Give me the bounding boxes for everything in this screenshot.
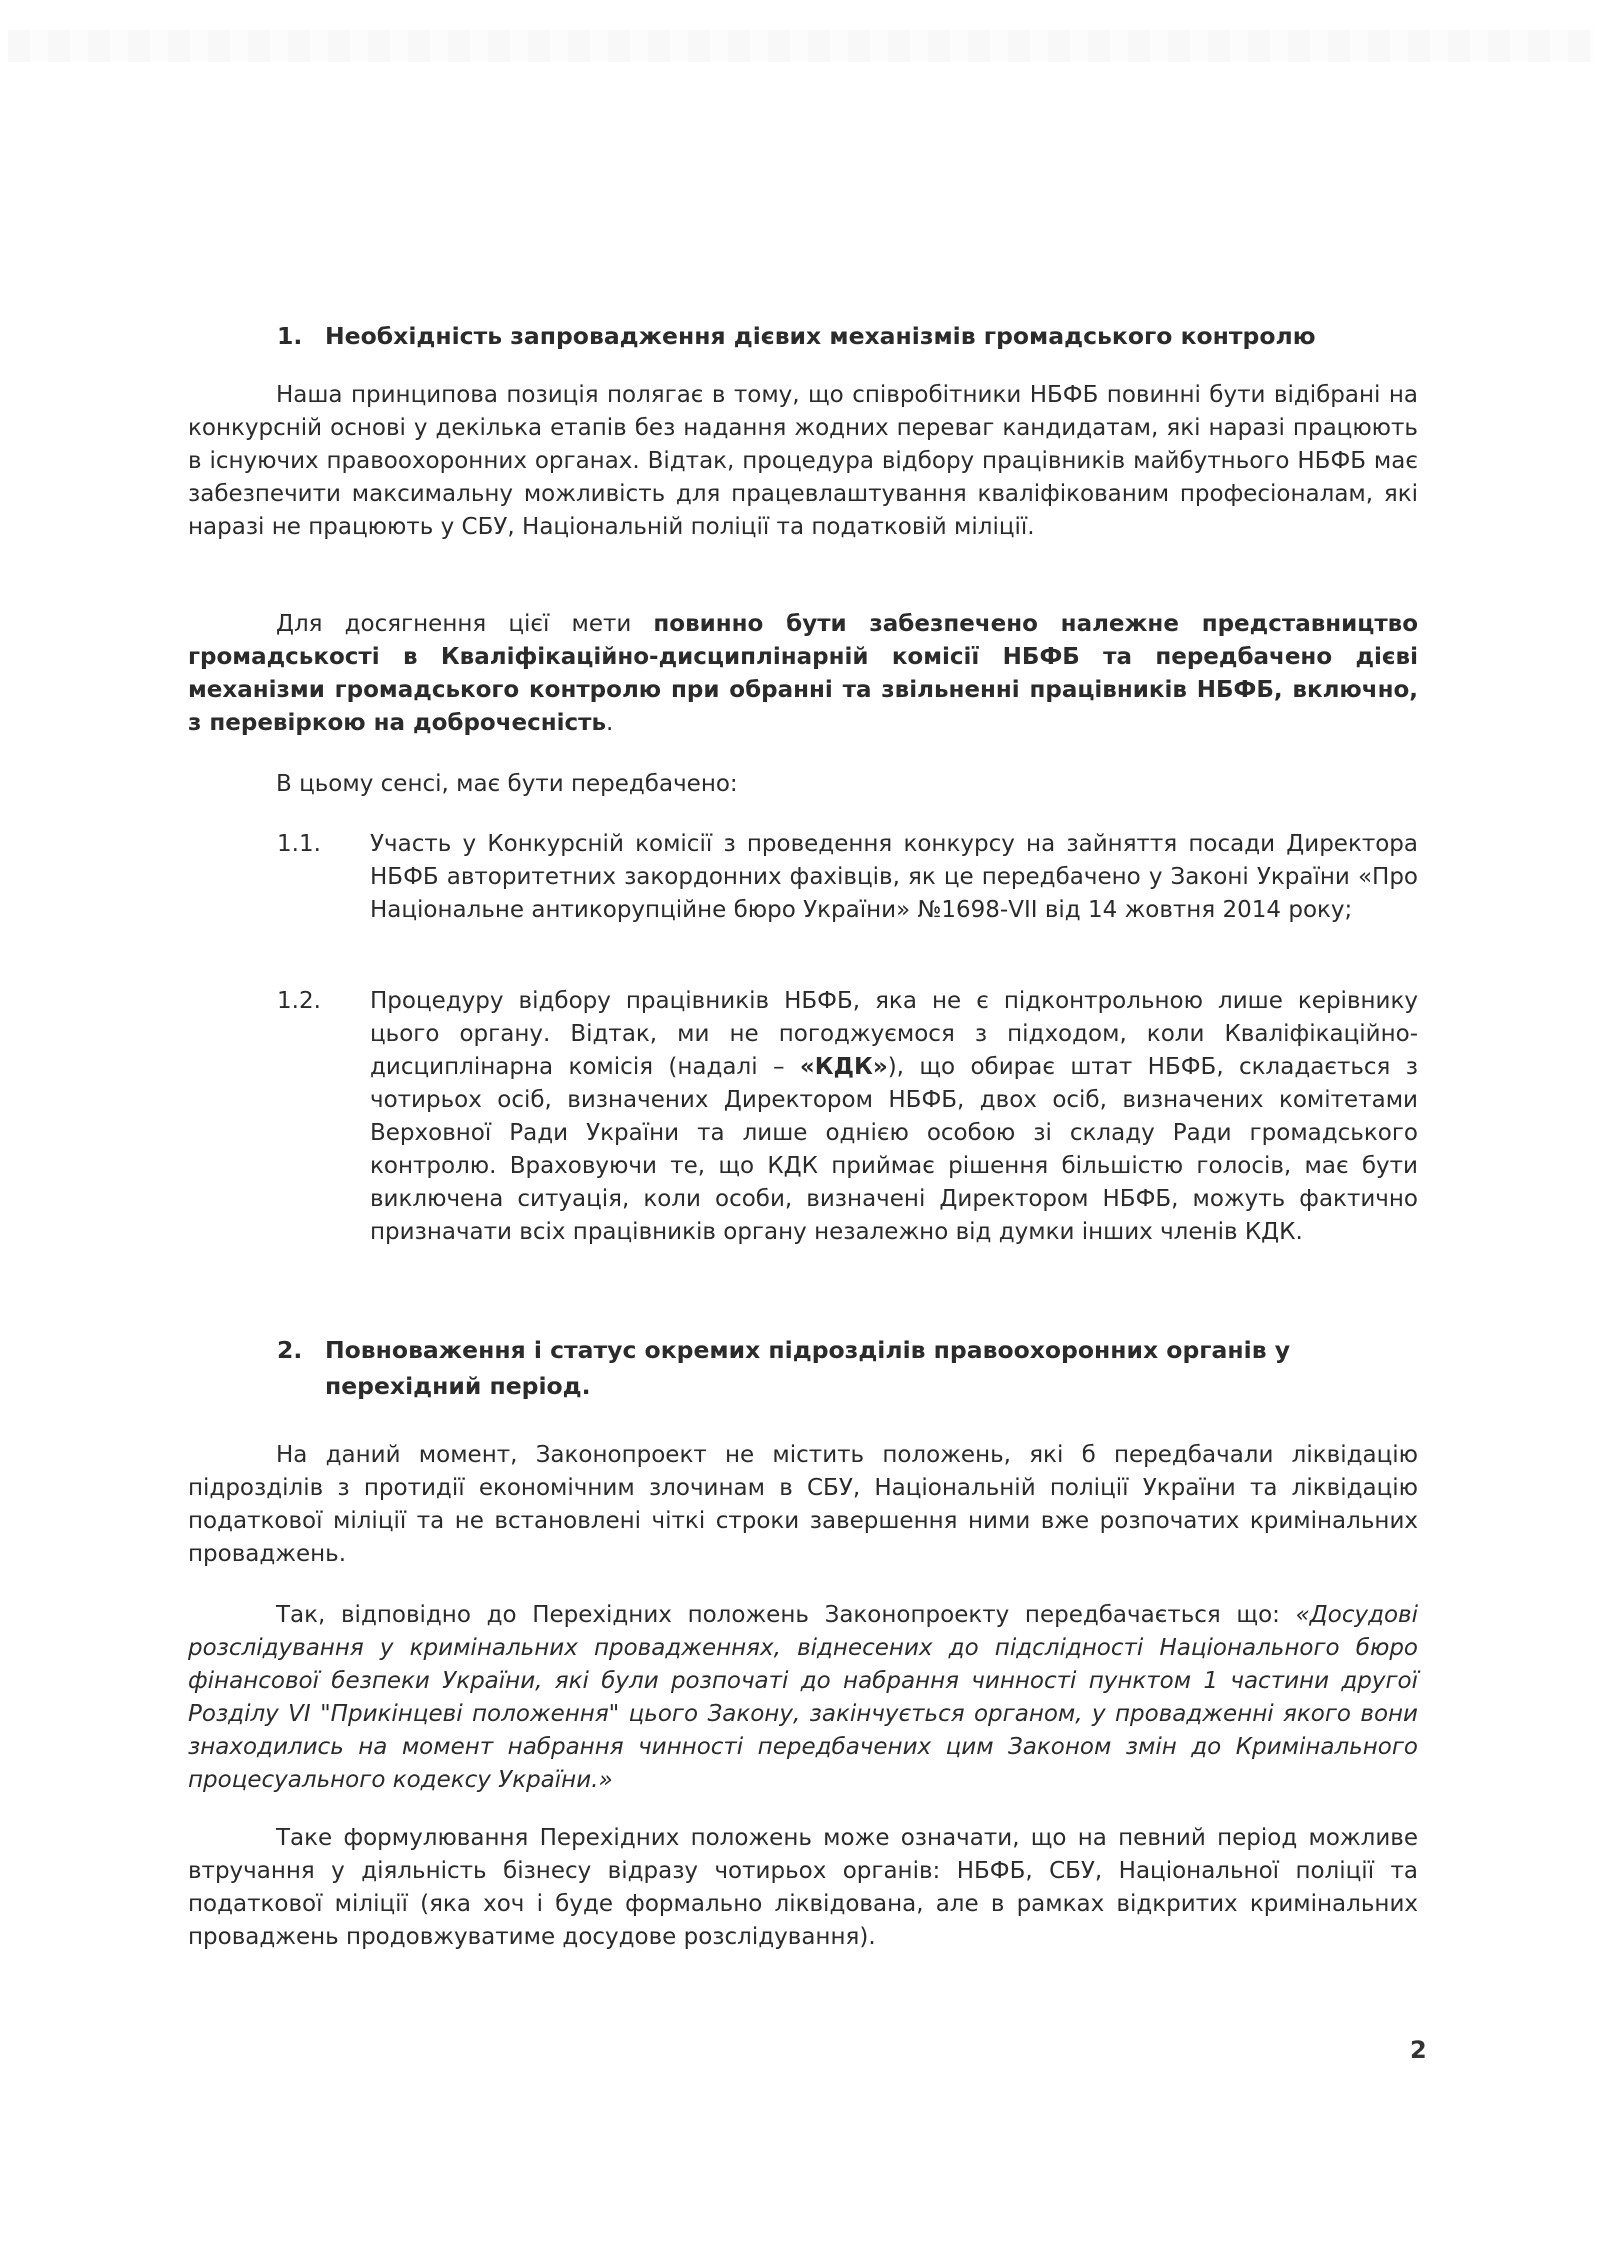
section-2-paragraph-2 bbox=[188, 1599, 1418, 1797]
list-item-1-1 bbox=[277, 828, 1418, 927]
list-item-text-part: ), що обирає штат НБФБ, складається з чотирьох осіб, визначених Директором НБФБ, двох осіб, визначених комітетами Верховної Ради України та лише однією особою зі складу Ради громадського контролю. Враховуючи те, що КДК приймає рішення більшістю голосів, має бути виключена ситуація, коли особи, визначені Директором НБФБ, можуть фактично призначати всіх працівників органу незалежно від думки інших членів КДК. bbox=[370, 1054, 1419, 1245]
list-item-1-2 bbox=[277, 985, 1418, 1249]
paragraph-2-emphasis: повинно бути забезпечено належне представництво громадськості в Кваліфікаційно-дисциплінарній комісії НБФБ та передбачено дієві механізми громадського контролю при обранні та звільненні працівників НБФБ, включно, з перевіркою на доброчесність bbox=[188, 611, 1419, 736]
section-1-paragraph-2 bbox=[188, 608, 1418, 740]
quoted-provision: «Досудові розслідування у кримінальних провадженнях, віднесених до підслідності Національного бюро фінансової безпеки України, які були розпочаті до набрання чинності пунктом 1 частини другої Розділу VI "Прикінцеві положення" цього Закону, закінчується органом, у провадженні якого вони знаходились на момент набрання чинності передбачених цим Законом змін до Кримінального процесуального кодексу України.» bbox=[188, 1602, 1418, 1793]
section-2-paragraph-3: Таке формулювання Перехідних положень може означати, що на певний період можливе втручання у діяльність бізнесу відразу чотирьох органів: НБФБ, СБУ, Національної поліції та податкової міліції (яка хоч і буде формально ліквідована, але в рамках відкритих кримінальних проваджень продовжуватиме досудове розслідування). bbox=[188, 1825, 1418, 1950]
section-1-heading bbox=[277, 318, 1418, 354]
section-2-paragraph-1: На даний момент, Законопроект не містить положень, які б передбачали ліквідацію підрозділів з протидії економічним злочинам в СБУ, Національній поліції України та ліквідацію податкової міліції та не встановлені чіткі строки завершення ними вже розпочатих кримінальних проваджень. bbox=[188, 1442, 1418, 1567]
section-1-title: Необхідність запровадження дієвих механізмів громадського контролю bbox=[325, 322, 1316, 350]
list-item-number: 1.1. bbox=[277, 831, 321, 857]
section-2-heading bbox=[277, 1332, 1418, 1404]
scan-bleed-through bbox=[8, 30, 1593, 62]
section-2-number: 2. bbox=[277, 1336, 303, 1364]
abbreviation-kdk: «КДК» bbox=[799, 1054, 888, 1080]
list-item-text-part: Процедуру відбору працівників НБФБ, яка не є підконтрольною лише керівнику цього органу. Відтак, ми не погоджуємося з підходом, коли Кваліфікаційно-дисциплінарна комісія (надалі – bbox=[370, 988, 1418, 1080]
list-item-text bbox=[370, 985, 1418, 1249]
page-number: 2 bbox=[1410, 2036, 1427, 2064]
section-1-number: 1. bbox=[277, 322, 303, 350]
list-item-text: Участь у Конкурсній комісії з проведення конкурсу на зайняття посади Директора НБФБ авторитетних закордонних фахівців, як це передбачено у Законі України «Про Національне антикорупційне бюро України» №1698-VII від 14 жовтня 2014 року; bbox=[370, 831, 1418, 923]
paragraph-2-lead: Для досягнення цієї мети bbox=[276, 611, 654, 637]
list-item-number: 1.2. bbox=[277, 988, 321, 1014]
paragraph-lead: Так, відповідно до Перехідних положень Законопроекту передбачається що: bbox=[276, 1602, 1296, 1628]
section-1-paragraph-1: Наша принципова позиція полягає в тому, що співробітники НБФБ повинні бути відібрані на конкурсній основі у декілька етапів без надання жодних переваг кандидатам, які наразі працюють в існуючих правоохоронних органах. Відтак, процедура відбору працівників майбутнього НБФБ має забезпечити максимальну можливість для працевлаштування кваліфікованим професіоналам, які наразі не працюють у СБУ, Національній поліції та податковій міліції. bbox=[188, 382, 1418, 540]
paragraph-2-end: . bbox=[606, 710, 614, 736]
section-1-paragraph-3: В цьому сенсі, має бути передбачено: bbox=[276, 771, 738, 797]
section-2-title: Повноваження і статус окремих підрозділів правоохоронних органів у перехідний період. bbox=[325, 1336, 1291, 1400]
